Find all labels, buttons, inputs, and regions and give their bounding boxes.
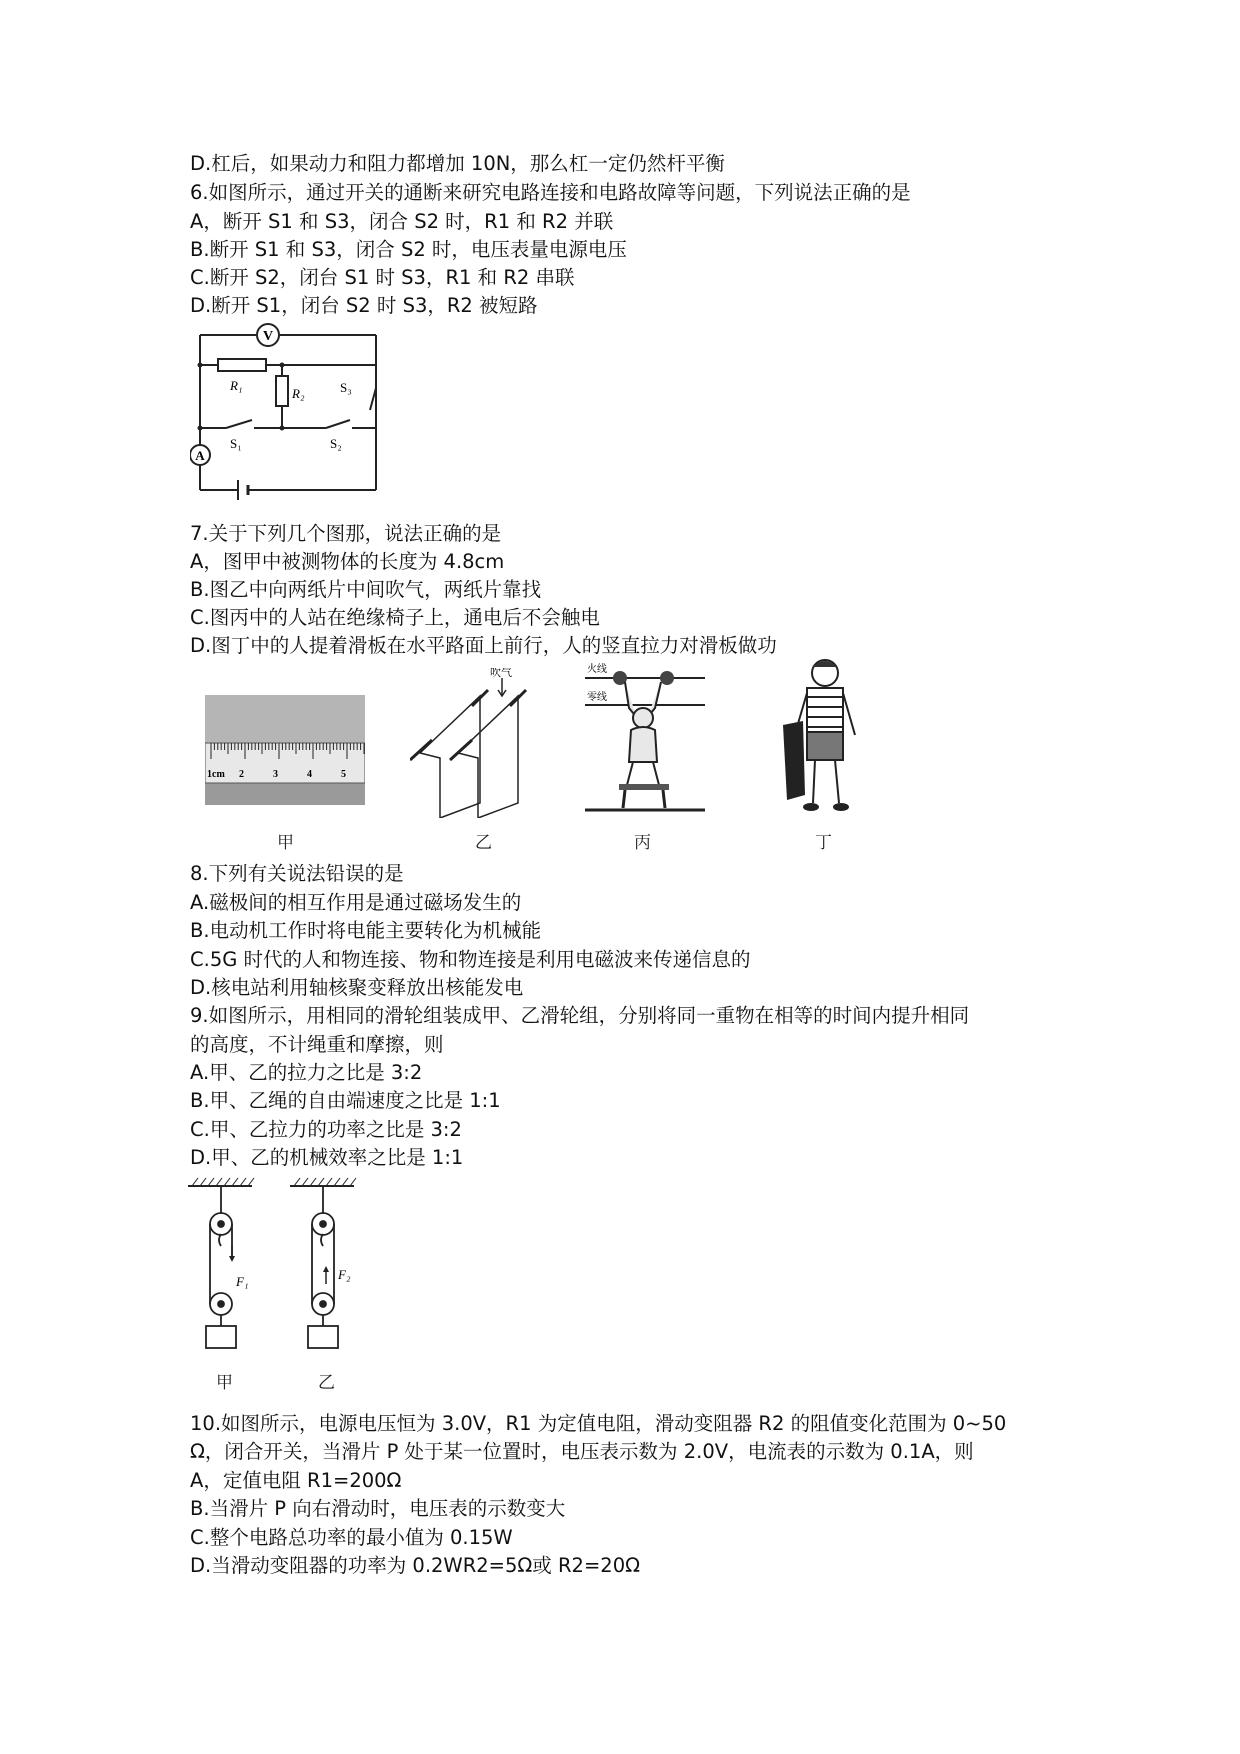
ruler-tick-4: 4 <box>307 769 312 780</box>
ruler-tick-5: 5 <box>341 769 346 780</box>
q6-circuit-diagram <box>190 320 390 500</box>
fire-wire-label: 火线 <box>587 664 607 675</box>
q9-pulley-yi <box>290 1176 370 1356</box>
blow-label: 吹气 <box>490 668 512 679</box>
q9-stem-line2: 的高度，不计绳重和摩擦，则 <box>190 1033 444 1056</box>
q7-stem: 7.关于下列几个图那，说法正确的是 <box>190 522 502 545</box>
s2-label: S₂ <box>330 436 342 451</box>
q5-option-d: D.杠后，如果动力和阻力都增加 10N，那么杠一定仍然杆平衡 <box>190 152 725 175</box>
q7-option-c: C.图丙中的人站在绝缘椅子上，通电后不会触电 <box>190 606 600 629</box>
q8-option-b: B.电动机工作时将电能主要转化为机械能 <box>190 919 542 942</box>
q8-option-c: C.5G 时代的人和物连接、物和物连接是利用电磁波来传递信息的 <box>190 948 751 971</box>
q8-stem: 8.下列有关说法铅误的是 <box>190 862 404 885</box>
q6-option-b: B.断开 S1 和 S3，闭合 S2 时，电压表量电源电压 <box>190 238 627 261</box>
q9-stem-line1: 9.如图所示，用相同的滑轮组装成甲、乙滑轮组，分别将同一重物在相等的时间内提升相同 <box>190 1004 970 1027</box>
q6-option-c: C.断开 S2，闭台 S1 时 S3，R1 和 R2 串联 <box>190 266 575 289</box>
caption-jia: 甲 <box>277 833 294 853</box>
r2-label: R₂ <box>292 386 305 401</box>
q7-skateboard-figure <box>775 655 875 820</box>
s3-label: S₃ <box>340 380 352 395</box>
q7-electric-figure <box>585 660 705 815</box>
caption-bing: 丙 <box>634 833 651 853</box>
q10-stem-line1: 10.如图所示，电源电压恒为 3.0V，R1 为定值电阻，滑动变阻器 R2 的阻值变化范围为 0~50 <box>190 1412 1007 1435</box>
ruler-tick-2: 2 <box>239 769 244 780</box>
q10-option-b: B.当滑片 P 向右滑动时，电压表的示数变大 <box>190 1497 566 1520</box>
q9-option-a: A.甲、乙的拉力之比是 3:2 <box>190 1061 423 1084</box>
q7-option-a: A，图甲中被测物体的长度为 4.8cm <box>190 550 505 573</box>
caption-yi: 乙 <box>475 833 492 853</box>
q7-paper-figure <box>410 668 550 818</box>
q6-stem: 6.如图所示，通过开关的通断来研究电路连接和电路故障等问题，下列说法正确的是 <box>190 181 911 204</box>
q10-option-a: A，定值电阻 R1=200Ω <box>190 1469 402 1492</box>
q9-caption-yi: 乙 <box>318 1373 335 1393</box>
q7-option-d: D.图丁中的人提着滑板在水平路面上前行，人的竖直拉力对滑板做功 <box>190 634 777 657</box>
q9-pulley-jia <box>188 1176 258 1356</box>
q9-caption-jia: 甲 <box>216 1373 233 1393</box>
q10-stem-line2: Ω，闭合开关，当滑片 P 处于某一位置时，电压表示数为 2.0V，电流表的示数为 0.1A，则 <box>190 1440 974 1463</box>
ruler-tick-1: 1cm <box>207 769 225 780</box>
s1-label: S₁ <box>230 436 242 451</box>
q9-option-d: D.甲、乙的机械效率之比是 1:1 <box>190 1146 464 1169</box>
r1-label: R₁ <box>230 378 243 393</box>
q8-option-a: A.磁极间的相互作用是通过磁场发生的 <box>190 891 522 914</box>
q10-option-d: D.当滑动变阻器的功率为 0.2WR2=5Ω或 R2=20Ω <box>190 1554 641 1577</box>
f1-label: F₁ <box>236 1274 249 1289</box>
f2-label: F₂ <box>338 1267 351 1282</box>
q10-option-c: C.整个电路总功率的最小值为 0.15W <box>190 1526 513 1549</box>
voltmeter-label: V <box>262 329 274 344</box>
q6-option-a: A，断开 S1 和 S3，闭合 S2 时，R1 和 R2 并联 <box>190 210 614 233</box>
q7-option-b: B.图乙中向两纸片中间吹气，两纸片靠找 <box>190 578 542 601</box>
ammeter-label: A <box>195 448 205 463</box>
q6-option-d: D.断开 S1，闭台 S2 时 S3，R2 被短路 <box>190 294 538 317</box>
q7-ruler-figure <box>205 695 365 805</box>
ruler-tick-3: 3 <box>273 769 278 780</box>
q8-option-d: D.核电站利用轴核聚变释放出核能发电 <box>190 976 524 999</box>
q9-option-c: C.甲、乙拉力的功率之比是 3:2 <box>190 1118 462 1141</box>
zero-wire-label: 零线 <box>587 692 607 703</box>
caption-ding: 丁 <box>815 833 832 853</box>
q9-option-b: B.甲、乙绳的自由端速度之比是 1:1 <box>190 1089 501 1112</box>
